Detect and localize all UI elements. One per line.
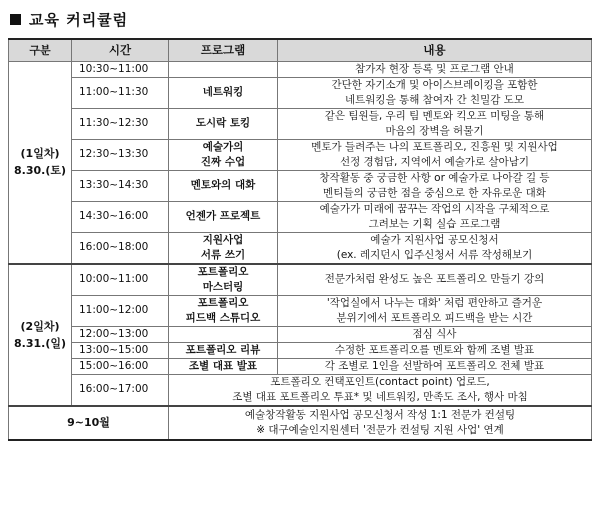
day-label-line: (2일차): [20, 319, 60, 333]
content-cell: [169, 374, 592, 406]
content-cell: [278, 295, 592, 326]
table-row: [9, 406, 592, 440]
content-line: (ex. 레지던시 입주신청서 서류 작성해보기: [336, 248, 533, 261]
program-line: 포트폴리오: [197, 265, 249, 278]
content-cell: [278, 108, 592, 139]
day-label: [9, 61, 72, 264]
content-line: 점심 식사: [412, 327, 457, 340]
program-line: 언젠가 프로젝트: [185, 210, 261, 222]
day-label-line: (1일차): [20, 147, 60, 160]
section-title: [10, 6, 128, 32]
day-label-line: 8.31.(일): [14, 336, 66, 350]
program-cell: [169, 358, 278, 374]
program-cell: [169, 232, 278, 264]
program-cell: [169, 77, 278, 108]
program-cell: [169, 170, 278, 201]
table-row: [9, 295, 592, 326]
content-line: 참가자 현장 등록 및 프로그램 안내: [355, 62, 514, 75]
program-cell: [169, 139, 278, 170]
header-content: 내용: [278, 39, 592, 61]
time-cell: 14:30~16:00: [72, 201, 169, 232]
program-line: 지원사업: [202, 233, 244, 246]
program-cell: [169, 61, 278, 77]
content-line: '작업실에서 나누는 대화' 처럼 편안하고 즐거운: [326, 296, 543, 309]
content-line: 그려보는 기획 실습 프로그램: [368, 217, 501, 230]
time-cell: 10:30~11:00: [72, 61, 169, 77]
content-line: 같은 팀원들, 우리 팀 멘토와 킥오프 미팅을 통해: [324, 109, 545, 122]
day-label: [9, 264, 72, 406]
table-row: [9, 170, 592, 201]
program-line: 예술가의: [202, 140, 244, 153]
content-cell: [278, 139, 592, 170]
content-line: 예술가가 미래에 꿈꾸는 작업의 시작을 구체적으로: [319, 202, 550, 215]
table-row: [9, 358, 592, 374]
content-line: 전문가처럼 완성도 높은 포트폴리오 만들기 강의: [324, 273, 545, 285]
extra-content-line: ※ 대구예술인지원센터 '전문가 컨설팅 지원 사업' 연계: [256, 423, 504, 436]
table-row: [9, 374, 592, 406]
time-cell: 12:00~13:00: [72, 326, 169, 342]
time-cell: 11:00~11:30: [72, 77, 169, 108]
day-label-line: 8.30.(토): [14, 164, 66, 177]
program-line: 서류 쓰기: [200, 248, 246, 261]
content-line: 조별 대표 포트폴리오 투표* 및 네트워킹, 만족도 조사, 행사 마침: [232, 390, 528, 403]
program-cell: [169, 108, 278, 139]
program-cell: [169, 295, 278, 326]
content-line: 네트워킹을 통해 참여자 간 친밀감 도모: [345, 93, 524, 106]
content-cell: [278, 342, 592, 358]
program-cell: [169, 264, 278, 296]
table-row: [9, 77, 592, 108]
square-bullet-icon: [10, 14, 21, 25]
time-cell: 15:00~16:00: [72, 358, 169, 374]
curriculum-table: [8, 38, 592, 441]
table-row: [9, 264, 592, 296]
content-line: 예술가 지원사업 공모신청서: [370, 233, 499, 246]
time-cell: 12:30~13:30: [72, 139, 169, 170]
content-cell: [278, 170, 592, 201]
program-cell: [169, 326, 278, 342]
table-row: [9, 139, 592, 170]
time-cell: 10:00~11:00: [72, 264, 169, 296]
table-row: [9, 232, 592, 264]
time-cell: 13:00~15:00: [72, 342, 169, 358]
program-line: 마스터링: [202, 280, 244, 293]
content-cell: [278, 201, 592, 232]
content-cell: [278, 358, 592, 374]
program-line: 피드백 스튜디오: [185, 311, 261, 324]
program-line: 포트폴리오 리뷰: [185, 343, 261, 356]
program-line: 진짜 수업: [200, 155, 246, 168]
content-cell: [278, 232, 592, 264]
program-cell: [169, 342, 278, 358]
program-line: 포트폴리오: [197, 296, 249, 309]
time-cell: 16:00~17:00: [72, 374, 169, 406]
extra-period-label: 9~10월: [9, 406, 169, 440]
program-cell: [169, 201, 278, 232]
content-cell: [278, 61, 592, 77]
table-body: [9, 61, 592, 440]
table-row: [9, 61, 592, 77]
extra-content: [169, 406, 592, 440]
table-row: [9, 108, 592, 139]
header-time: 시간: [72, 39, 169, 61]
program-line: 네트워킹: [202, 86, 244, 98]
content-cell: [278, 77, 592, 108]
content-line: 선정 경험담, 지역에서 예술가로 살아남기: [339, 155, 530, 168]
program-line: 조별 대표 발표: [188, 359, 258, 372]
content-line: 창작활동 중 궁금한 사항 or 예술가로 나아갈 길 등: [319, 171, 550, 184]
content-line: 각 조별로 1인을 선발하여 포트폴리오 전체 발표: [324, 359, 545, 372]
table-row: [9, 342, 592, 358]
content-line: 간단한 자기소개 및 아이스브레이킹을 포함한: [331, 78, 538, 91]
table-row: [9, 326, 592, 342]
content-line: 멘토가 들려주는 나의 포트폴리오, 진흥원 및 지원사업: [311, 140, 558, 153]
content-cell: [278, 326, 592, 342]
program-line: 멘토와의 대화: [190, 179, 256, 191]
table-row: [9, 201, 592, 232]
time-cell: 11:30~12:30: [72, 108, 169, 139]
time-cell: 11:00~12:00: [72, 295, 169, 326]
program-line: 도시락 토킹: [195, 117, 251, 129]
content-cell: [278, 264, 592, 296]
time-cell: 13:30~14:30: [72, 170, 169, 201]
header-program: 프로그램: [169, 39, 278, 61]
content-line: 분위기에서 포트폴리오 피드백을 받는 시간: [336, 311, 533, 324]
content-line: 수정한 포트폴리오를 멘토와 함께 조별 발표: [334, 343, 535, 356]
content-line: 포트폴리오 컨택포인트(contact point) 업로드,: [270, 375, 490, 388]
content-line: 멘티들의 궁금한 점을 중심으로 한 자유로운 대화: [323, 186, 546, 199]
content-line: 마음의 장벽을 허물기: [385, 124, 484, 137]
header-category: 구분: [9, 39, 72, 61]
table-header-row: [9, 39, 592, 61]
time-cell: 16:00~18:00: [72, 232, 169, 264]
section-title-text: 교육 커리큘럼: [29, 10, 129, 29]
extra-content-line: 예술창작활동 지원사업 공모신청서 작성 1:1 전문가 컨설팅: [244, 408, 516, 421]
